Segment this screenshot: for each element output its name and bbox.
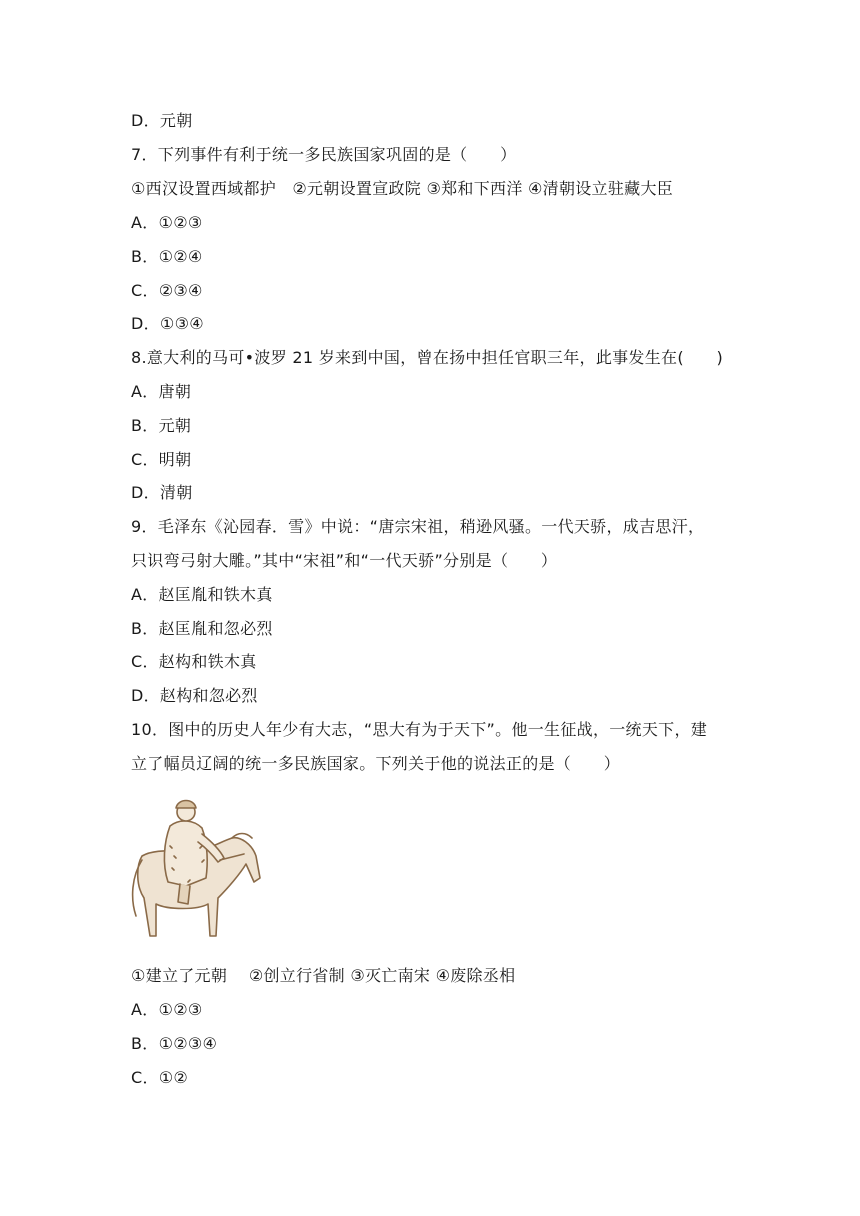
q7-stem: 7．下列事件有利于统一多民族国家巩固的是（ ） xyxy=(131,145,517,164)
q8-option-c: C．明朝 xyxy=(131,450,192,469)
q7-statements: ①西汉设置西域都护 ②元朝设置宣政院 ③郑和下西洋 ④清朝设立驻藏大臣 xyxy=(131,179,674,198)
horse-rider-illustration-icon xyxy=(128,786,264,954)
q10-option-b: B．①②③④ xyxy=(131,1034,218,1053)
q8-option-d: D．清朝 xyxy=(131,483,193,502)
q8-stem: 8.意大利的马可•波罗 21 岁来到中国，曾在扬中担任官职三年，此事发生在( ) xyxy=(131,348,724,367)
q7-option-a: A．①②③ xyxy=(131,213,203,232)
q10-statements: ①建立了元朝 ②创立行省制 ③灭亡南宋 ④废除丞相 xyxy=(131,966,516,985)
q10-stem-line2: 立了幅员辽阔的统一多民族国家。下列关于他的说法正的是（ ） xyxy=(131,754,621,773)
q7-option-b: B．①②④ xyxy=(131,247,203,266)
q7-option-c: C．②③④ xyxy=(131,281,203,300)
q9-option-b: B．赵匡胤和忽必烈 xyxy=(131,619,273,638)
q10-option-c: C．①② xyxy=(131,1068,189,1087)
q8-option-b: B．元朝 xyxy=(131,416,192,435)
q7-option-d: D．①③④ xyxy=(131,314,204,333)
q10-option-a: A．①②③ xyxy=(131,1000,203,1019)
q8-option-a: A．唐朝 xyxy=(131,382,192,401)
q9-stem-line1: 9．毛泽东《沁园春．雪》中说：“唐宗宋祖，稍逊风骚。一代天骄，成吉思汗， xyxy=(131,517,705,536)
q9-option-c: C．赵构和铁木真 xyxy=(131,652,257,671)
q9-option-d: D．赵构和忽必烈 xyxy=(131,686,258,705)
q9-stem-line2: 只识弯弓射大雕。”其中“宋祖”和“一代天骄”分别是（ ） xyxy=(131,551,558,570)
q6-option-d: D．元朝 xyxy=(131,111,193,130)
q10-stem-line1: 10．图中的历史人年少有大志，“思大有为于天下”。他一生征战，一统天下，建 xyxy=(131,720,708,739)
q9-option-a: A．赵匡胤和铁木真 xyxy=(131,585,273,604)
